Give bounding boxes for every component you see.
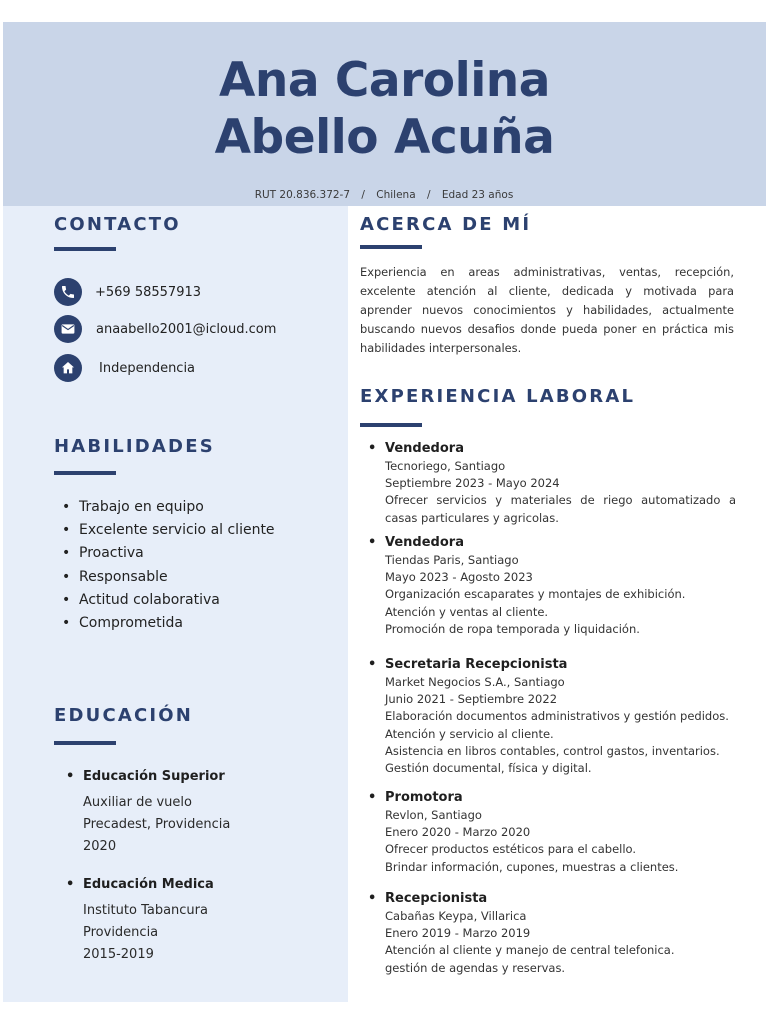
experience-title-underline bbox=[360, 423, 422, 427]
education-item-line: 2015-2019 bbox=[83, 947, 154, 962]
job-dates: Enero 2020 - Marzo 2020 bbox=[385, 825, 531, 840]
list-item: • Excelente servicio al cliente bbox=[62, 519, 275, 542]
education-item-line: Precadest, Providencia bbox=[83, 817, 231, 832]
job-company: Tiendas Paris, Santiago bbox=[385, 553, 519, 567]
list-item: • Responsable bbox=[62, 566, 275, 589]
job-company: Tecnoriego, Santiago bbox=[385, 459, 506, 473]
education-item-line: Auxiliar de vuelo bbox=[83, 795, 192, 810]
job-entry bbox=[368, 534, 736, 638]
job-entry bbox=[368, 656, 736, 777]
education-item bbox=[66, 768, 230, 857]
personal-info-line bbox=[0, 189, 768, 201]
nationality: Chilena bbox=[376, 189, 416, 201]
job-company: Cabañas Keypa, Villarica bbox=[385, 909, 527, 923]
job-title: • Promotora bbox=[368, 789, 736, 807]
contact-email bbox=[54, 315, 276, 343]
job-description: Promoción de ropa temporada y liquidación. bbox=[385, 621, 640, 636]
job-company: Revlon, Santiago bbox=[385, 808, 482, 822]
mail-icon bbox=[54, 315, 82, 343]
job-description: Elaboración documentos administrativos y gestión pedidos. bbox=[385, 709, 729, 724]
location: Independencia bbox=[99, 360, 196, 376]
job-description: Ofrecer servicios y materiales de riego automatizado a casas particulares y agricolas. bbox=[385, 493, 736, 525]
list-item: • Actitud colaborativa bbox=[62, 589, 275, 612]
job-dates: Enero 2019 - Marzo 2019 bbox=[385, 926, 531, 941]
job-title: • Vendedora bbox=[368, 440, 736, 458]
contact-location bbox=[54, 354, 195, 382]
list-item: • Proactiva bbox=[62, 542, 275, 565]
job-description: gestión de agendas y reservas. bbox=[385, 960, 566, 975]
rut: RUT 20.836.372-7 bbox=[254, 189, 351, 201]
job-title: • Secretaria Recepcionista bbox=[368, 656, 736, 674]
education-item-line: Instituto Tabancura bbox=[83, 903, 208, 918]
experience-title: EXPERIENCIA LABORAL bbox=[360, 386, 636, 407]
about-text: Experiencia en areas administrativas, ventas, recepción, excelente atención al cliente, dedicada y motivada para aprender nuevos conocimientos y habilidades, actualmente buscando nuevos desafios donde pueda poner en práctica mis habilidades interpersonales. bbox=[360, 265, 734, 355]
name-line-2: Abello Acuña bbox=[214, 110, 555, 165]
job-description: Atención y servicio al cliente. bbox=[385, 726, 554, 741]
education-title: EDUCACIÓN bbox=[54, 705, 194, 726]
full-name bbox=[3, 52, 766, 166]
phone-number: +569 58557913 bbox=[95, 284, 202, 300]
job-description: Organización escaparates y montajes de exhibición. bbox=[385, 587, 686, 602]
separator: / bbox=[426, 189, 431, 201]
job-description: Atención y ventas al cliente. bbox=[385, 604, 549, 619]
job-company: Market Negocios S.A., Santiago bbox=[385, 675, 565, 689]
job-dates: Septiembre 2023 - Mayo 2024 bbox=[385, 476, 560, 491]
education-item bbox=[66, 876, 214, 965]
job-description: Gestión documental, física y digital. bbox=[385, 761, 592, 776]
email-address: anaabello2001@icloud.com bbox=[96, 321, 277, 337]
contact-title-underline bbox=[54, 247, 116, 251]
skills-list bbox=[62, 496, 275, 635]
education-item-title: • Educación Medica bbox=[66, 876, 214, 894]
education-item-line: 2020 bbox=[83, 839, 117, 854]
about-title-underline bbox=[360, 245, 422, 249]
home-icon bbox=[54, 354, 82, 382]
about-title: ACERCA DE MÍ bbox=[360, 214, 532, 235]
name-line-1: Ana Carolina bbox=[219, 53, 550, 108]
phone-icon bbox=[54, 278, 82, 306]
header-banner bbox=[3, 22, 766, 206]
contact-title: CONTACTO bbox=[54, 214, 181, 235]
job-dates: Mayo 2023 - Agosto 2023 bbox=[385, 570, 533, 585]
education-item-line: Providencia bbox=[83, 925, 159, 940]
skills-title-underline bbox=[54, 471, 116, 475]
education-item-title: • Educación Superior bbox=[66, 768, 230, 786]
job-description: Brindar información, cupones, muestras a clientes. bbox=[385, 859, 679, 874]
job-description: Ofrecer productos estéticos para el cabello. bbox=[385, 842, 637, 857]
job-entry bbox=[368, 890, 736, 977]
education-title-underline bbox=[54, 741, 116, 745]
job-entry bbox=[368, 789, 736, 876]
skills-title: HABILIDADES bbox=[54, 436, 215, 457]
list-item: • Trabajo en equipo bbox=[62, 496, 275, 519]
job-entry bbox=[368, 440, 736, 527]
separator: / bbox=[361, 189, 365, 201]
list-item: • Comprometida bbox=[62, 612, 275, 635]
job-title: • Recepcionista bbox=[368, 890, 736, 908]
job-title: • Vendedora bbox=[368, 534, 736, 552]
job-description: Atención al cliente y manejo de central telefonica. bbox=[385, 943, 675, 958]
contact-phone bbox=[54, 278, 201, 306]
job-dates: Junio 2021 - Septiembre 2022 bbox=[385, 692, 558, 707]
job-description: Asistencia en libros contables, control gastos, inventarios. bbox=[385, 743, 720, 758]
age: Edad 23 años bbox=[441, 189, 514, 201]
